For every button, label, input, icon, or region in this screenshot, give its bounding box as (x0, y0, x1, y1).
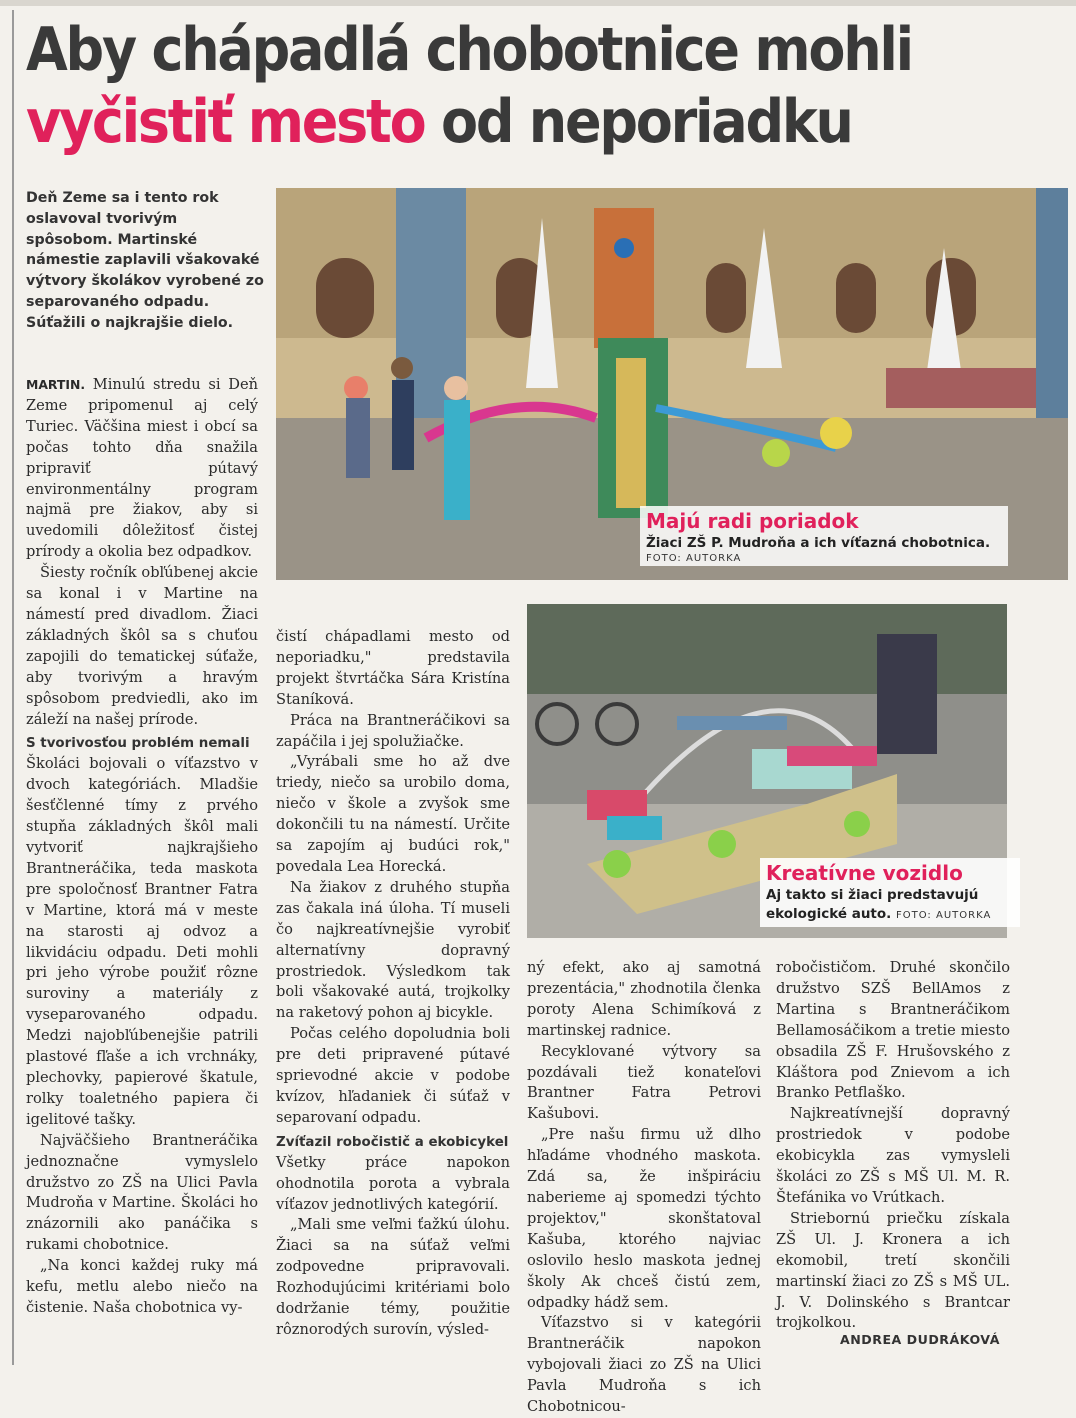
headline-line-1: Aby chápadlá chobotnice mohli (26, 15, 912, 85)
headline-rest: od neporiadku (440, 87, 852, 157)
article-column-2 (276, 627, 510, 1341)
photo-1-credit: FOTO: AUTORKA (646, 553, 742, 564)
col1-paragraph-3: Školáci bojovali o víťazstvo v dvoch kategóriách. Mladšie šesťčlenné tímy z prvého stupňa základných škôl mali vytvoriť najkrajšieho Brantneráčika, teda maskota pre spoločnosť Brantner Fatra v Martine, ktorá má v meste na starosti aj odvoz a likvidáciu odpadu. Deti mohli pri jeho výrobe použiť rôzne suroviny a materiály z vyseparovaného odpadu. Medzi najobľúbenejšie patrili plastové fľaše a ich vrchnáky, plechovky, papierové škatule, rolky toaletného papiera či igelitové tašky. (26, 755, 258, 1128)
photo-2-caption-title: Kreatívne vozidlo (766, 861, 963, 885)
col3-paragraph-4: Víťazstvo si v kategórii Brantneráčik napokon vybojovali žiaci zo ZŠ na Ulici Pavla Mudroňa s ich Chobotnicou- (527, 1314, 761, 1416)
photo-2-caption (760, 858, 1020, 927)
col1-paragraph-5: „Na konci každej ruky má kefu, metlu alebo niečo na čistenie. Naša chobotnica vy- (26, 1257, 258, 1316)
photo-1-caption-text: Žiaci ZŠ P. Mudroňa a ich víťazná chobotnica. (646, 535, 991, 551)
author-name: ANDREA DUDRÁKOVÁ (840, 1332, 1000, 1347)
headline-line-2 (26, 88, 852, 156)
photo-2-caption-text: Aj takto si žiaci predstavujú ekologické auto. FOTO: AUTORKA (766, 887, 992, 922)
col2-paragraph-6: Všetky práce napokon ohodnotila porota a vybrala víťazov jednotlivých kategórií. (276, 1153, 510, 1213)
subheading-winner: Zvíťazil robočistič a ekobicykel (276, 1134, 509, 1150)
page-top-strip (0, 0, 1076, 6)
col3-paragraph-3: „Pre našu firmu už dlho hľadáme vhodného maskota. Zdá sa, že inšpiráciu naberieme aj spomedzi týchto projektov," skonštatoval Kašuba, ktorého najviac oslovilo heslo maskota jednej školy Ak chceš čistú zem, odpadky hádž sem. (527, 1126, 761, 1311)
subheading-creativity: S tvorivosťou problém nemali (26, 736, 250, 752)
col4-paragraph-3: Striebornú priečku získala ZŠ Ul. J. Kronera a ich ekomobil, tretí skončili martinskí žiaci zo ZŠ s MŠ UL. J. V. Dolinského s Brantcar trojkolkou. (776, 1209, 1010, 1332)
col2-paragraph-3: „Vyrábali sme ho až dve triedy, niečo sa urobilo doma, niečo v škole a zvyšok sme dokončili tu na námestí. Určite sa zapojím aj budúci rok," povedala Lea Horecká. (276, 753, 510, 875)
photo-1-caption-title: Majú radi poriadok (646, 509, 859, 533)
photo-2-credit: FOTO: AUTORKA (896, 910, 992, 921)
col2-paragraph-2: Práca na Brantneráčikovi sa zapáčila i jej spolužiačke. (276, 711, 510, 750)
article-column-1 (26, 375, 258, 1319)
article-column-3 (527, 958, 761, 1418)
col4-paragraph-1: robočističom. Druhé skončilo družstvo SZŠ BellAmos z Martina s Brantneráčikom Bellamosáčikom a tretie miesto obsadila ZŠ F. Hrušovského z Kláštora pod Znievom a ich Branko Petflaško. (776, 959, 1010, 1102)
col1-paragraph-1: Minulú stredu si Deň Zeme pripomenul aj celý Turiec. Väčšina miest i obcí sa počas tohto dňa snažila pripraviť pútavý environmentálny program najmä pre žiakov, aby si uvedomili dôležitosť čistej prírody a okolia bez odpadkov. (26, 376, 258, 561)
col1-paragraph-2: Šiesty ročník obľúbenej akcie sa konal i v Martine na námestí pred divadlom. Žiaci základných škôl sa s chuťou zapojili do tematickej súťaže, aby tvorivým a hravým spôsobom predviedli, ako im záleží na našej prírode. (26, 564, 258, 728)
col3-paragraph-1: ný efekt, ako aj samotná prezentácia," zhodnotila členka poroty Alena Schimíková z martinskej radnice. (527, 959, 761, 1039)
col2-paragraph-5: Počas celého dopoludnia boli pre deti pripravené pútavé sprievodné akcie v podobe kvízov, hľadaniek či súťaž v separovaní odpadu. (276, 1025, 510, 1126)
photo-1-caption (640, 506, 1008, 566)
col4-paragraph-2: Najkreatívnejší dopravný prostriedok v podobe ekobicykla zas vymysleli školáci zo ZŠ s MŠ Ul. M. R. Štefánika vo Vrútkach. (776, 1105, 1010, 1206)
lead-paragraph: Deň Zeme sa i tento rok oslavoval tvorivým spôsobom. Martinské námestie zaplavili všakovaké výtvory školákov vyrobené zo separovaného odpadu. Súťažili o najkrajšie dielo. (26, 190, 264, 331)
article-column-4 (776, 958, 1010, 1334)
col2-paragraph-7: „Mali sme veľmi ťažkú úlohu. Žiaci sa na súťaž veľmi zodpovedne pripravovali. Rozhodujúcimi kritériami bolo dodržanie témy, použitie rôznorodých surovín, výsled- (276, 1216, 510, 1338)
left-column-rule (12, 10, 14, 1365)
dateline-place: MARTIN. (26, 377, 86, 392)
col3-paragraph-2: Recyklované výtvory sa pozdávali tiež konateľovi Brantner Fatra Petrovi Kašubovi. (527, 1042, 761, 1123)
col2-paragraph-1: čistí chápadlami mesto od neporiadku," predstavila projekt štvrtáčka Sára Kristína Staníková. (276, 628, 510, 708)
headline-highlight: vyčistiť mesto (26, 87, 425, 157)
col2-paragraph-4: Na žiakov z druhého stupňa zas čakala iná úloha. Tí museli čo najkreatívnejšie vyrobiť alternatívny dopravný prostriedok. Výsledkom tak boli všakovaké autá, trojkolky na raketový pohon aj bicykle. (276, 878, 510, 1022)
col1-paragraph-4: Najväčšieho Brantneráčika jednoznačne vymyslelo družstvo zo ZŠ na Ulici Pavla Mudroňa v Martine. Školáci ho znázornili ako panáčika s rukami chobotnice. (26, 1131, 258, 1254)
